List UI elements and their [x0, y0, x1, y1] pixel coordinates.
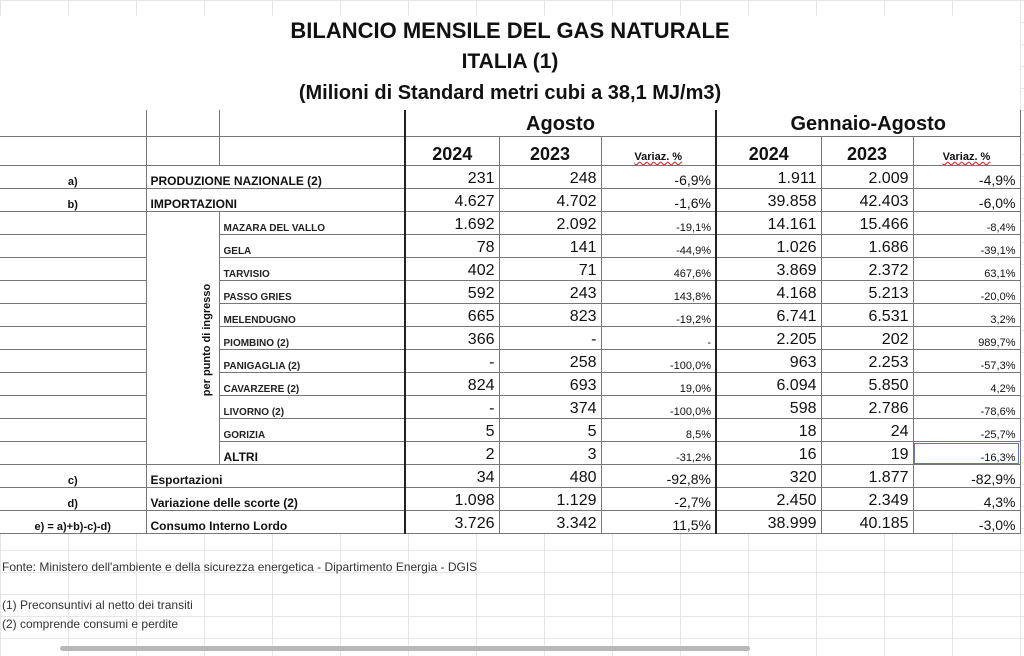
cell-agosto-2024[interactable]: - [405, 350, 499, 373]
cell-ytd-2024[interactable]: 3.869 [716, 258, 821, 281]
cell-ytd-2024[interactable]: 18 [716, 419, 821, 442]
cell-agosto-2023[interactable]: 4.702 [499, 189, 601, 212]
footnote-2[interactable]: (2) comprende consumi e perdite [2, 617, 179, 631]
cell-ytd-2024[interactable]: 598 [716, 396, 821, 419]
header-ytd-2024[interactable]: 2024 [716, 137, 821, 166]
cell-ytd-var[interactable]: 989,7% [913, 327, 1020, 350]
cell-agosto-2023[interactable]: 374 [499, 396, 601, 419]
cell-ytd-2023[interactable]: 2.253 [821, 350, 913, 373]
cell-agosto-2023[interactable]: 3 [499, 442, 601, 465]
cell-ytd-var[interactable]: -25,7% [913, 419, 1020, 442]
cell-ytd-2024[interactable]: 14.161 [716, 212, 821, 235]
row-label[interactable]: ALTRI [219, 442, 405, 465]
gas-balance-table [0, 110, 1021, 534]
cell-ytd-2023[interactable]: 1.686 [821, 235, 913, 258]
cell-ytd-2024[interactable]: 1.911 [716, 166, 821, 189]
cell-ytd-var[interactable]: -57,3% [913, 350, 1020, 373]
title-line-2: ITALIA (1) [461, 50, 559, 73]
cell-ytd-2024[interactable]: 963 [716, 350, 821, 373]
cell-agosto-var[interactable]: -19,1% [601, 212, 716, 235]
header-agosto-2023[interactable]: 2023 [499, 137, 601, 166]
cell-agosto-2023[interactable]: - [499, 327, 601, 350]
cell-agosto-2024[interactable]: 824 [405, 373, 499, 396]
cell-ytd-2024[interactable]: 1.026 [716, 235, 821, 258]
cell-agosto-var[interactable]: 467,6% [601, 258, 716, 281]
cell-agosto-2023[interactable]: 243 [499, 281, 601, 304]
cell-agosto-2023[interactable]: 141 [499, 235, 601, 258]
cell-ytd-var-selected[interactable]: -16,3% [913, 442, 1020, 465]
cell-ytd-2023[interactable]: 2.349 [821, 488, 913, 511]
cell-ytd-2024[interactable]: 6.741 [716, 304, 821, 327]
horizontal-scrollbar[interactable] [60, 646, 750, 651]
cell-ytd-var[interactable]: 4,3% [913, 488, 1020, 511]
cell-ytd-2024[interactable]: 16 [716, 442, 821, 465]
cell-agosto-2023[interactable]: 248 [499, 166, 601, 189]
row-code[interactable]: d) [0, 488, 146, 511]
cell-agosto-2023[interactable]: 258 [499, 350, 601, 373]
cell-ytd-2023[interactable]: 15.466 [821, 212, 913, 235]
footnote-1[interactable]: (1) Preconsuntivi al netto dei transiti [2, 598, 193, 612]
header-agosto-var[interactable] [601, 137, 716, 166]
cell-ytd-2023[interactable]: 2.786 [821, 396, 913, 419]
row-label[interactable]: PASSO GRIES [219, 281, 405, 304]
cell-agosto-var[interactable]: 8,5% [601, 419, 716, 442]
cell-ytd-2024[interactable]: 320 [716, 465, 821, 488]
cell-agosto-2024[interactable]: 4.627 [405, 189, 499, 212]
cell-ytd-var[interactable]: -4,9% [913, 166, 1020, 189]
cell-agosto-var[interactable]: - [601, 327, 716, 350]
table-row [0, 212, 1020, 235]
table-row [0, 488, 1020, 511]
table-row [0, 465, 1020, 488]
cell-ytd-2024[interactable]: 39.858 [716, 189, 821, 212]
header-gennaio-agosto[interactable]: Gennaio-Agosto [716, 110, 1020, 137]
vertical-label-entry-point[interactable]: per punto di ingresso [146, 212, 219, 465]
cell-ytd-2024[interactable]: 4.168 [716, 281, 821, 304]
cell-agosto-2024[interactable]: 366 [405, 327, 499, 350]
cell-agosto-2023[interactable]: 71 [499, 258, 601, 281]
cell-agosto-2023[interactable]: 823 [499, 304, 601, 327]
cell-ytd-2023[interactable]: 42.403 [821, 189, 913, 212]
cell-agosto-var[interactable]: -1,6% [601, 189, 716, 212]
cell-agosto-2024[interactable]: 231 [405, 166, 499, 189]
row-code[interactable]: e) = a)+b)-c)-d) [0, 511, 146, 534]
header-row-groups [0, 110, 1020, 137]
cell-agosto-2023[interactable]: 2.092 [499, 212, 601, 235]
cell-ytd-2023[interactable]: 6.531 [821, 304, 913, 327]
row-label[interactable]: MELENDUGNO [219, 304, 405, 327]
table-row [0, 511, 1020, 534]
row-label[interactable]: TARVISIO [219, 258, 405, 281]
cell-ytd-2023[interactable]: 1.877 [821, 465, 913, 488]
row-label[interactable]: PIOMBINO (2) [219, 327, 405, 350]
title-line-1: BILANCIO MENSILE DEL GAS NATURALE [290, 18, 730, 43]
row-code[interactable]: c) [0, 465, 146, 488]
cell-agosto-var[interactable]: -44,9% [601, 235, 716, 258]
cell-ytd-2023[interactable]: 2.372 [821, 258, 913, 281]
header-ytd-2023[interactable]: 2023 [821, 137, 913, 166]
cell-agosto-2024[interactable]: 402 [405, 258, 499, 281]
cell-agosto-var[interactable]: -100,0% [601, 350, 716, 373]
cell-agosto-2023[interactable]: 1.129 [499, 488, 601, 511]
row-label[interactable]: Variazione delle scorte (2) [146, 488, 405, 511]
cell-agosto-var[interactable]: -31,2% [601, 442, 716, 465]
header-agosto-2024[interactable]: 2024 [405, 137, 499, 166]
row-label[interactable]: IMPORTAZIONI [146, 189, 405, 212]
cell-ytd-2023[interactable]: 2.009 [821, 166, 913, 189]
cell-ytd-var[interactable]: -8,4% [913, 212, 1020, 235]
row-label[interactable]: LIVORNO (2) [219, 396, 405, 419]
cell-ytd-2023[interactable]: 24 [821, 419, 913, 442]
cell-ytd-var[interactable]: 3,2% [913, 304, 1020, 327]
cell-ytd-2023[interactable]: 40.185 [821, 511, 913, 534]
cell-agosto-2023[interactable]: 480 [499, 465, 601, 488]
source-note[interactable]: Fonte: Ministero dell'ambiente e della sicurezza energetica - Dipartimento Energia - DGIS [2, 560, 478, 574]
cell-ytd-var[interactable]: -78,6% [913, 396, 1020, 419]
cell-agosto-var[interactable]: 19,0% [601, 373, 716, 396]
header-agosto[interactable]: Agosto [405, 110, 716, 137]
row-code[interactable]: b) [0, 189, 146, 212]
title-line-3: (Milioni di Standard metri cubi a 38,1 MJ/m3) [298, 82, 722, 104]
cell-agosto-2023[interactable]: 5 [499, 419, 601, 442]
row-label[interactable]: GELA [219, 235, 405, 258]
cell-ytd-var[interactable]: -39,1% [913, 235, 1020, 258]
cell-agosto-2024[interactable]: 1.098 [405, 488, 499, 511]
cell-agosto-var[interactable]: -92,8% [601, 465, 716, 488]
cell-ytd-var[interactable]: -6,0% [913, 189, 1020, 212]
cell-agosto-2024[interactable]: 665 [405, 304, 499, 327]
cell-ytd-2024[interactable]: 6.094 [716, 373, 821, 396]
var-label: Variaz. % [942, 151, 991, 163]
var-label: Variaz. % [634, 151, 683, 163]
cell-agosto-2024[interactable]: 3.726 [405, 511, 499, 534]
cell-agosto-var[interactable]: -100,0% [601, 396, 716, 419]
cell-agosto-var[interactable]: 11,5% [601, 511, 716, 534]
cell-ytd-var[interactable]: -3,0% [913, 511, 1020, 534]
cell-agosto-2024[interactable]: 1.692 [405, 212, 499, 235]
cell-agosto-var[interactable]: -6,9% [601, 166, 716, 189]
cell-agosto-2024[interactable]: 592 [405, 281, 499, 304]
cell-agosto-2023[interactable]: 3.342 [499, 511, 601, 534]
header-ytd-var[interactable] [913, 137, 1020, 166]
row-label[interactable]: Esportazioni [146, 465, 405, 488]
cell-agosto-2024[interactable]: 78 [405, 235, 499, 258]
row-label[interactable]: GORIZIA [219, 419, 405, 442]
cell-agosto-2024[interactable]: 2 [405, 442, 499, 465]
cell-ytd-var[interactable]: -82,9% [913, 465, 1020, 488]
table-row [0, 189, 1020, 212]
row-label[interactable]: Consumo Interno Lordo [146, 511, 405, 534]
cell-ytd-var[interactable]: 4,2% [913, 373, 1020, 396]
cell-agosto-var[interactable]: -19,2% [601, 304, 716, 327]
row-label[interactable]: MAZARA DEL VALLO [219, 212, 405, 235]
cell-ytd-2023[interactable]: 5.213 [821, 281, 913, 304]
cell-agosto-var[interactable]: 143,8% [601, 281, 716, 304]
cell-ytd-2024[interactable]: 2.450 [716, 488, 821, 511]
cell-ytd-2024[interactable]: 38.999 [716, 511, 821, 534]
cell-agosto-2023[interactable]: 693 [499, 373, 601, 396]
cell-agosto-2024[interactable]: 5 [405, 419, 499, 442]
cell-ytd-2023[interactable]: 202 [821, 327, 913, 350]
cell-ytd-var[interactable]: -20,0% [913, 281, 1020, 304]
row-label[interactable]: PANIGAGLIA (2) [219, 350, 405, 373]
cell-agosto-2024[interactable]: - [405, 396, 499, 419]
header-row-years [0, 137, 1020, 166]
row-label[interactable]: CAVARZERE (2) [219, 373, 405, 396]
cell-ytd-2023[interactable]: 5.850 [821, 373, 913, 396]
cell-ytd-var[interactable]: 63,1% [913, 258, 1020, 281]
cell-agosto-2024[interactable]: 34 [405, 465, 499, 488]
cell-ytd-2023[interactable]: 19 [821, 442, 913, 465]
table-row [0, 166, 1020, 189]
row-label[interactable]: PRODUZIONE NAZIONALE (2) [146, 166, 405, 189]
cell-ytd-2024[interactable]: 2.205 [716, 327, 821, 350]
row-code[interactable]: a) [0, 166, 146, 189]
cell-agosto-var[interactable]: -2,7% [601, 488, 716, 511]
